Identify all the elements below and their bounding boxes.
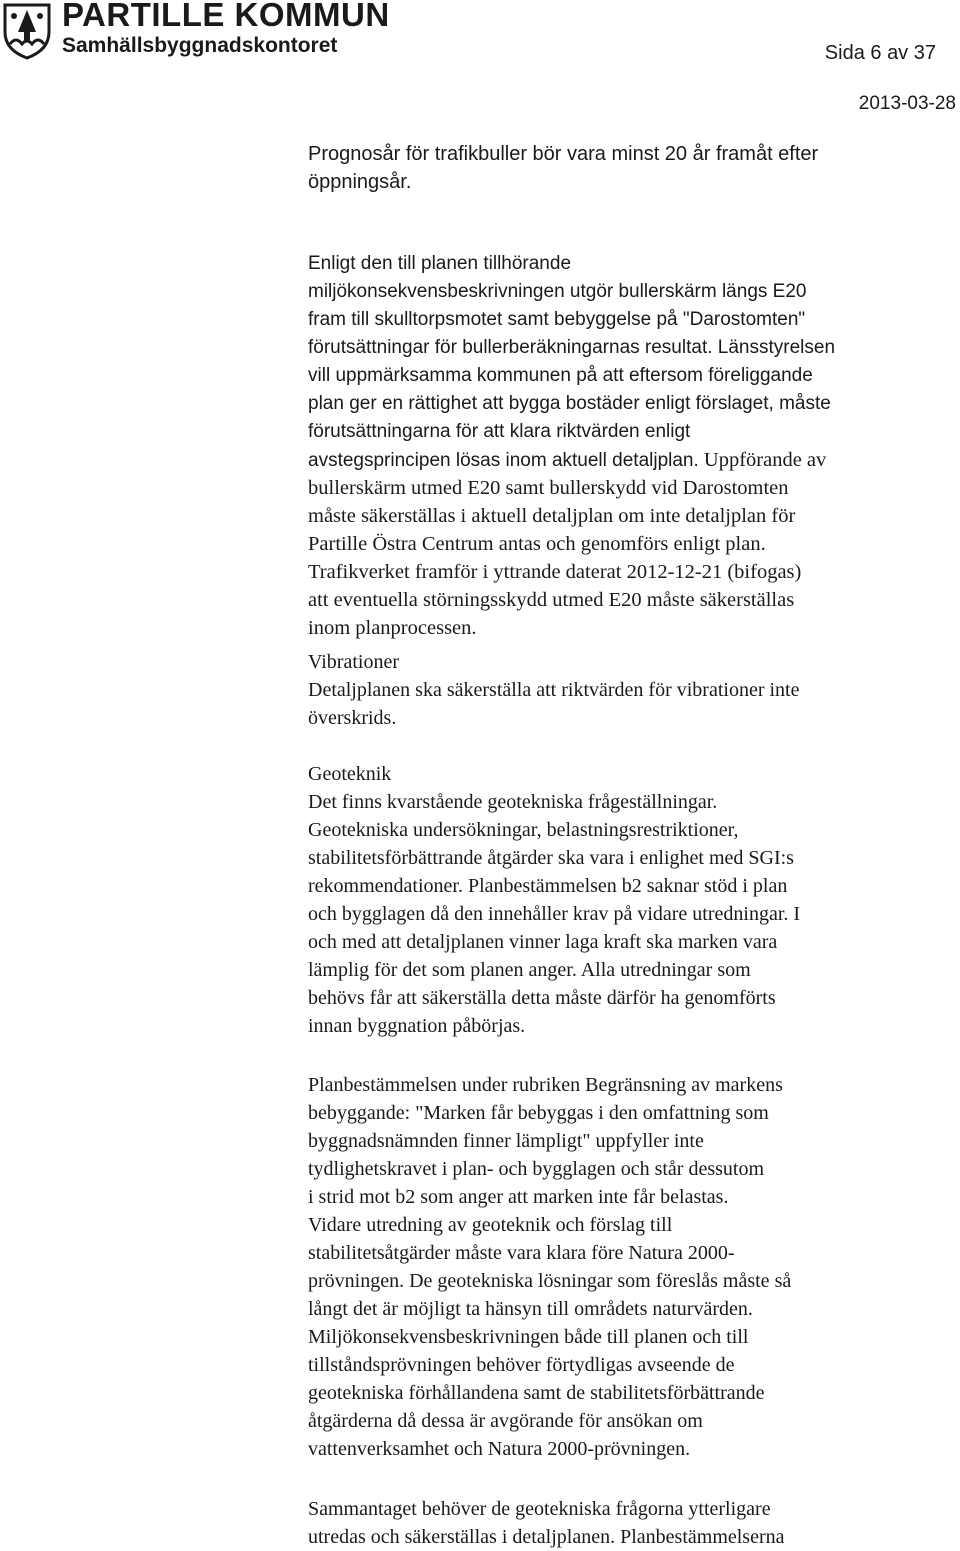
text-line: Detaljplanen ska säkerställa att riktvärden för vibrationer inte bbox=[308, 679, 800, 701]
text-line: rekommendationer. Planbestämmelsen b2 saknar stöd i plan bbox=[308, 875, 788, 897]
text-line: Partille Östra Centrum antas och genomförs enligt plan. bbox=[308, 533, 766, 555]
department-name: Samhällsbyggnadskontoret bbox=[62, 34, 338, 57]
text-line: överskrids. bbox=[308, 707, 397, 729]
text-line: bullerskärm utmed E20 samt bullerskydd vid Darostomten bbox=[308, 477, 789, 499]
text-segment: Uppförande av bbox=[698, 449, 827, 471]
text-line: miljökonsekvensbeskrivningen utgör bullerskärm längs E20 bbox=[308, 281, 807, 302]
text-line: och bygglagen då den innehåller krav på vidare utredningar. I bbox=[308, 903, 801, 925]
text-line: inom planprocessen. bbox=[308, 617, 477, 639]
page-header bbox=[0, 0, 960, 114]
text-line: Miljökonsekvensbeskrivningen både till planen och till bbox=[308, 1326, 749, 1348]
text-line: förutsättningar för bullerberäkningarnas resultat. Länsstyrelsen bbox=[308, 337, 836, 358]
text-line: att eventuella störningsskydd utmed E20 måste säkerställas bbox=[308, 589, 795, 611]
text-line: behövs får att säkerställa detta måste därför ha genomförts bbox=[308, 987, 776, 1009]
paragraph-prognos bbox=[308, 140, 948, 196]
text-line: Vidare utredning av geoteknik och förslag till bbox=[308, 1214, 673, 1236]
section-vibrationer bbox=[308, 648, 948, 732]
text-line: Prognosår för trafikbuller bör vara minst 20 år framåt efter bbox=[308, 143, 819, 165]
text-line: Trafikverket framför i yttrande daterat 2012-12-21 (bifogas) bbox=[308, 561, 802, 583]
text-line: öppningsår. bbox=[308, 171, 412, 193]
text-line: Geotekniska undersökningar, belastningsrestriktioner, bbox=[308, 819, 739, 841]
text-line: förutsättningarna för att klara riktvärden enligt bbox=[308, 421, 691, 442]
text-line: Enligt den till planen tillhörande bbox=[308, 253, 572, 274]
document-date: 2013-03-28 bbox=[858, 93, 956, 114]
text-line: Sammantaget behöver de geotekniska frågorna ytterligare bbox=[308, 1498, 771, 1520]
text-line: geotekniska förhållandena samt de stabilitetsförbättrande bbox=[308, 1382, 765, 1404]
paragraph-sammantaget bbox=[308, 1495, 948, 1551]
text-line: stabilitetsförbättrande åtgärder ska vara i enlighet med SGI:s bbox=[308, 847, 794, 869]
text-line: lämplig för det som planen anger. Alla utredningar som bbox=[308, 959, 751, 981]
text-line: måste säkerställas i aktuell detaljplan om inte detaljplan för bbox=[308, 505, 796, 527]
text-line: fram till skulltorpsmotet samt bebyggelse på "Darostomten" bbox=[308, 309, 806, 330]
text-line: bebyggande: "Marken får bebyggas i den omfattning som bbox=[308, 1102, 769, 1124]
section-heading: Vibrationer bbox=[308, 651, 399, 673]
text-line: prövningen. De geotekniska lösningar som föreslås måste så bbox=[308, 1270, 792, 1292]
text-line: innan byggnation påbörjas. bbox=[308, 1015, 526, 1037]
text-line: stabilitetsåtgärder måste vara klara före Natura 2000- bbox=[308, 1242, 735, 1264]
text-line: tillståndsprövningen behöver förtydligas avseende de bbox=[308, 1354, 735, 1376]
text-line: tydlighetskravet i plan- och bygglagen och står dessutom bbox=[308, 1158, 765, 1180]
text-line: Det finns kvarstående geotekniska frågeställningar. bbox=[308, 791, 718, 813]
text-segment: avstegsprincipen lösas inom aktuell detaljplan. bbox=[308, 450, 699, 471]
text-line: plan ger en rättighet att bygga bostäder enligt förslaget, måste bbox=[308, 393, 831, 414]
text-line: åtgärderna då dessa är avgörande för ansökan om bbox=[308, 1410, 703, 1432]
paragraph-planbestammelsen bbox=[308, 1071, 948, 1463]
section-geoteknik bbox=[308, 760, 948, 1040]
text-line: och med att detaljplanen vinner laga kraft ska marken vara bbox=[308, 931, 778, 953]
text-line: utredas och säkerställas i detaljplanen. Planbestämmelserna bbox=[308, 1526, 785, 1548]
page-number: Sida 6 av 37 bbox=[824, 42, 936, 64]
text-line: Planbestämmelsen under rubriken Begränsning av markens bbox=[308, 1074, 783, 1096]
municipal-coat-of-arms-icon bbox=[2, 2, 52, 60]
section-heading: Geoteknik bbox=[308, 763, 392, 785]
text-line: långt det är möjligt ta hänsyn till områdets naturvärden. bbox=[308, 1298, 753, 1320]
text-line: byggnadsnämnden finner lämpligt" uppfyller inte bbox=[308, 1130, 704, 1152]
text-line: vill uppmärksamma kommunen på att eftersom föreliggande bbox=[308, 365, 813, 386]
text-line: i strid mot b2 som anger att marken inte får belastas. bbox=[308, 1186, 729, 1208]
text-line-mixed bbox=[308, 446, 948, 474]
text-line: vattenverksamhet och Natura 2000-prövningen. bbox=[308, 1438, 691, 1460]
organization-name: PARTILLE KOMMUN bbox=[62, 0, 390, 33]
paragraph-buller bbox=[308, 250, 948, 642]
